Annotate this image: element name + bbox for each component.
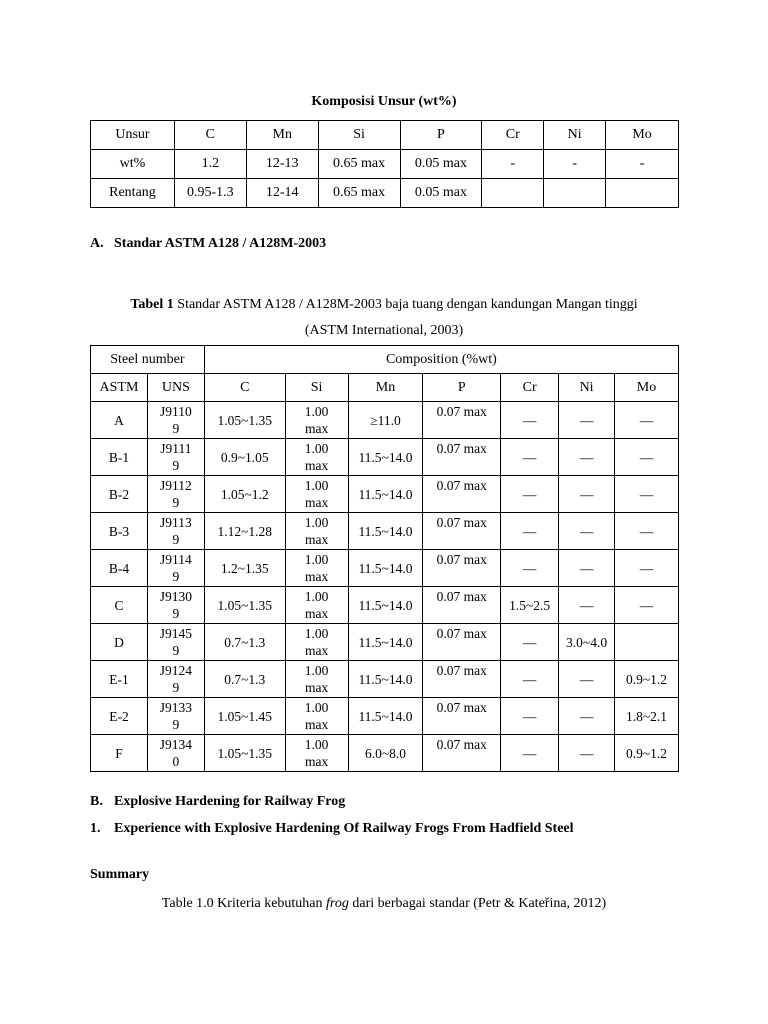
table1-cell [147,439,204,476]
composition-header-cell: Unsur [91,121,175,150]
table1-cell-text: — [522,634,537,650]
table1-cell [285,661,348,698]
composition-cell: 0.95-1.3 [174,179,246,208]
table1-cell [501,661,559,698]
table1-cell [501,513,559,550]
table1-cell-text: J91129 [159,478,192,510]
caption-italic-word: frog [326,896,349,911]
composition-cell: 0.05 max [400,150,482,179]
table1-cell-text: 1.5~2.5 [509,597,551,613]
table1-cell [348,513,423,550]
table1-cell-text: — [639,523,654,539]
table1-cell-text: D [114,634,124,650]
composition-cell: wt% [91,150,175,179]
table1-cell-text: 6.0~8.0 [364,745,406,761]
composition-cell: - [544,150,606,179]
composition-header-row [91,121,679,150]
table1-cell-text: 11.5~14.0 [358,523,413,539]
table1-cell-text: 0.07 max [436,515,487,530]
table1-cell-text: 1.8~2.1 [625,708,668,724]
table1-cell-text: 0.07 max [436,552,487,567]
composition-row [91,150,679,179]
table1-subheader-cell: ASTM [91,374,148,402]
table1-cell [615,550,679,587]
table1-cell [423,513,501,550]
table1-cell-text: 1.00 max [304,404,329,436]
table1-cell [204,402,285,439]
composition-header-cell: Mn [246,121,318,150]
table1-cell [147,587,204,624]
table1-cell-text: 1.05~1.2 [220,486,269,502]
steel-number-header: Steel number [91,346,205,374]
composition-cell: Rentang [91,179,175,208]
table1-cell-text: 1.00 max [304,441,329,473]
table1-cell-text: 0.07 max [436,626,487,641]
table1-cell-text: — [579,745,594,761]
table1-cell-text: J91119 [160,441,192,473]
table1-caption-text: Standar ASTM A128 / A128M-2003 baja tuang dengan kandungan Mangan tinggi [173,297,638,312]
table1-row [91,624,679,661]
table1-subheader-cell: Ni [559,374,615,402]
table1-row [91,735,679,772]
table1-cell [91,661,148,698]
table1-cell [423,661,501,698]
composition-header-cell: Mo [606,121,679,150]
table1-cell [423,402,501,439]
table1-cell-text: 1.00 max [304,478,329,510]
table1-cell-text: 11.5~14.0 [358,449,413,465]
table1-cell [615,513,679,550]
table1-cell [423,439,501,476]
table1-cell-text: B-1 [108,449,130,465]
table1-cell-text: 0.7~1.3 [224,671,266,687]
table1-cell [348,698,423,735]
table1-cell [559,513,615,550]
table1-cell-text: 1.00 max [304,589,329,621]
table1-cell [204,439,285,476]
table1-row [91,698,679,735]
table1-cell [204,513,285,550]
table1-subheader-cell: Mo [615,374,679,402]
table1-cell-text: J91459 [159,626,192,658]
composition-header-cell: Cr [482,121,544,150]
composition-header-cell: C [174,121,246,150]
composition-cell: 0.65 max [318,150,400,179]
table1-cell-text: — [579,560,594,576]
table1-cell [348,550,423,587]
table1-cell [423,624,501,661]
table1-cell-text: — [522,745,537,761]
table-1-0-caption [0,896,768,912]
table1-cell-text: B-4 [108,560,130,576]
table1-cell [147,476,204,513]
table1-cell-text: J91249 [159,663,192,695]
table1-cell-text: J91139 [159,515,192,547]
table1-cell-text: 1.00 max [304,626,329,658]
table1-cell-text: B-3 [108,523,130,539]
astm-standard-table [90,345,679,772]
table1-cell [501,735,559,772]
table1-cell-text: F [115,745,123,761]
table1-row [91,587,679,624]
composition-cell: 12-14 [246,179,318,208]
table1-header-row [91,346,679,374]
section-a-heading [90,236,326,252]
table1-cell [423,698,501,735]
caption-prefix: Table 1.0 Kriteria kebutuhan [161,896,327,911]
table1-cell [501,550,559,587]
table1-cell [204,624,285,661]
table1-cell [423,476,501,513]
composition-cell [606,179,679,208]
table1-cell [348,661,423,698]
composition-cell [482,179,544,208]
table1-cell [501,476,559,513]
table1-cell-text: 0.07 max [436,441,487,456]
table1-cell [501,402,559,439]
table1-cell [204,476,285,513]
table1-cell-text: 1.05~1.35 [217,745,273,761]
table1-cell [204,735,285,772]
table1-cell [91,624,148,661]
table1-cell-text: 1.05~1.35 [217,412,273,428]
table1-cell-text: — [639,449,654,465]
table1-cell-text: 1.2~1.35 [220,560,269,576]
table1-cell-text: A [114,412,124,428]
table1-cell-text: 3.0~4.0 [566,634,608,650]
table1-cell-text: 1.00 max [304,515,329,547]
table1-cell-text: — [579,597,594,613]
table1-cell [285,402,348,439]
table1-cell [501,587,559,624]
table1-cell [147,550,204,587]
table1-cell-text: — [579,486,594,502]
section-a-title: Standar ASTM A128 / A128M-2003 [114,236,327,251]
table1-cell [348,476,423,513]
composition-cell [544,179,606,208]
table1-cell [348,587,423,624]
table1-cell-text: ≥11.0 [370,412,401,428]
table1-cell [559,402,615,439]
table1-cell [204,587,285,624]
table1-cell [204,698,285,735]
table1-cell [91,513,148,550]
section-b1-title: Experience with Explosive Hardening Of Railway Frogs From Hadfield Steel [114,821,574,836]
composition-cell: 1.2 [174,150,246,179]
table1-cell-text: 1.00 max [304,700,329,732]
table1-cell [147,735,204,772]
table1-cell-text: 11.5~14.0 [358,708,413,724]
table1-cell-text: 1.05~1.45 [217,708,273,724]
table1-cell-text: — [579,523,594,539]
table1-cell [348,402,423,439]
table1-cell [559,587,615,624]
table1-caption-source: (ASTM International, 2003) [304,323,464,338]
table1-cell [147,624,204,661]
composition-title: Komposisi Unsur (wt%) [311,94,457,109]
table1-cell-text: 0.07 max [436,700,487,715]
composition-cell: - [482,150,544,179]
table1-cell [147,402,204,439]
composition-cell: 0.65 max [318,179,400,208]
table1-cell [91,698,148,735]
table1-cell-text: — [639,486,654,502]
table1-cell-text: 1.05~1.35 [217,597,273,613]
table1-cell [559,698,615,735]
table1-cell [423,587,501,624]
composition-cell: - [606,150,679,179]
table1-row [91,513,679,550]
table1-subheader-cell: UNS [147,374,204,402]
table1-cell [559,439,615,476]
table1-cell-text: — [522,412,537,428]
table1-cell [285,735,348,772]
table1-subheader-row [91,374,679,402]
table1-cell [423,735,501,772]
table1-row [91,661,679,698]
table1-cell [615,624,679,661]
caption-suffix: dari berbagai standar (Petr & Kateřina, 2012) [348,896,607,911]
table1-cell-text: — [639,412,654,428]
table1-cell-text: 1.00 max [304,663,329,695]
table1-cell [559,476,615,513]
section-b-title: Explosive Hardening for Railway Frog [114,794,346,809]
table1-cell-text: 1.00 max [304,737,329,769]
table1-cell-text: — [522,523,537,539]
section-b-label: B. [90,794,103,809]
table1-cell [285,513,348,550]
composition-header-cell: Ni [544,121,606,150]
table1-cell-text: 11.5~14.0 [358,597,413,613]
composition-header-cell: Si [318,121,400,150]
table1-subheader-cell: Si [285,374,348,402]
table1-cell [147,513,204,550]
table1-cell [285,439,348,476]
table1-cell-text: 0.07 max [436,663,487,678]
table1-row [91,402,679,439]
table1-caption [0,292,768,344]
table1-cell-text: J91309 [159,589,192,621]
table1-cell [91,587,148,624]
table1-cell [285,587,348,624]
section-b-heading [90,794,345,810]
table1-cell [348,735,423,772]
table1-cell [559,550,615,587]
table1-cell-text: — [579,449,594,465]
composition-row [91,179,679,208]
table1-subheader-cell: Mn [348,374,423,402]
table1-cell [91,550,148,587]
table1-cell-text: — [522,671,537,687]
table1-cell-text: 0.9~1.05 [220,449,269,465]
table1-cell [615,439,679,476]
table1-row [91,439,679,476]
table1-cell-text: — [639,597,654,613]
table1-cell-text: C [114,597,124,613]
table1-cell-text: — [522,708,537,724]
element-composition-table [90,120,679,208]
composition-header: Composition (%wt) [204,346,678,374]
table1-cell-text: 0.07 max [436,404,487,419]
table1-cell-text: 0.9~1.2 [625,671,668,687]
table1-cell [559,624,615,661]
table1-subheader-cell: C [204,374,285,402]
table1-cell [285,476,348,513]
table1-cell [204,661,285,698]
table1-cell-text: — [522,560,537,576]
table1-cell [615,476,679,513]
table1-cell-text: 1.12~1.28 [217,523,273,539]
table1-cell [91,476,148,513]
table1-cell [615,402,679,439]
table1-cell-text: 0.07 max [436,478,487,493]
table1-row [91,476,679,513]
table1-cell-text: 0.07 max [436,737,487,752]
table1-subheader-cell: Cr [501,374,559,402]
table1-cell-text: 0.9~1.2 [625,745,668,761]
table1-cell-text: — [579,708,594,724]
table1-cell-text: 11.5~14.0 [358,671,413,687]
table1-cell-text: — [522,449,537,465]
table1-row [91,550,679,587]
table1-cell [615,698,679,735]
table1-cell-text: 0.07 max [436,589,487,604]
table1-caption-label: Tabel 1 [130,297,174,312]
table1-cell [91,439,148,476]
table1-cell [559,661,615,698]
table1-cell [501,624,559,661]
section-a-label: A. [90,236,104,251]
table1-cell [91,735,148,772]
table1-cell-text: — [579,671,594,687]
table1-cell [147,698,204,735]
table1-cell-text: 11.5~14.0 [358,634,413,650]
composition-header-cell: P [400,121,482,150]
table1-cell [501,439,559,476]
table1-cell-text: J91339 [159,700,192,732]
table1-cell-text: J91109 [159,404,192,436]
table1-cell-text: 0.7~1.3 [224,634,266,650]
table1-cell-text: — [639,560,654,576]
table1-cell-text: 1.00 max [304,552,329,584]
table1-cell [615,587,679,624]
table1-cell [501,698,559,735]
composition-cell: 12-13 [246,150,318,179]
table1-cell-text: — [522,486,537,502]
table1-cell [204,550,285,587]
composition-cell: 0.05 max [400,179,482,208]
table1-subheader-cell: P [423,374,501,402]
section-b1-heading [90,821,574,837]
table1-cell [615,661,679,698]
table1-cell-text: 11.5~14.0 [358,560,413,576]
table1-cell-text: 11.5~14.0 [358,486,413,502]
table1-cell-text: B-2 [108,486,130,502]
table1-cell-text: E-1 [109,671,129,687]
table1-cell [423,550,501,587]
table1-cell-text: E-2 [109,708,129,724]
table1-cell-text: — [579,412,594,428]
table1-cell [91,402,148,439]
table1-cell [559,735,615,772]
table1-cell-text: J91340 [159,737,192,769]
section-b1-label: 1. [90,821,101,836]
summary-heading: Summary [90,867,150,882]
table1-cell [285,698,348,735]
table1-cell [285,550,348,587]
table1-cell [285,624,348,661]
table1-cell [348,439,423,476]
table1-cell [615,735,679,772]
table1-cell [147,661,204,698]
table1-cell [348,624,423,661]
table1-cell-text: J91149 [159,552,192,584]
